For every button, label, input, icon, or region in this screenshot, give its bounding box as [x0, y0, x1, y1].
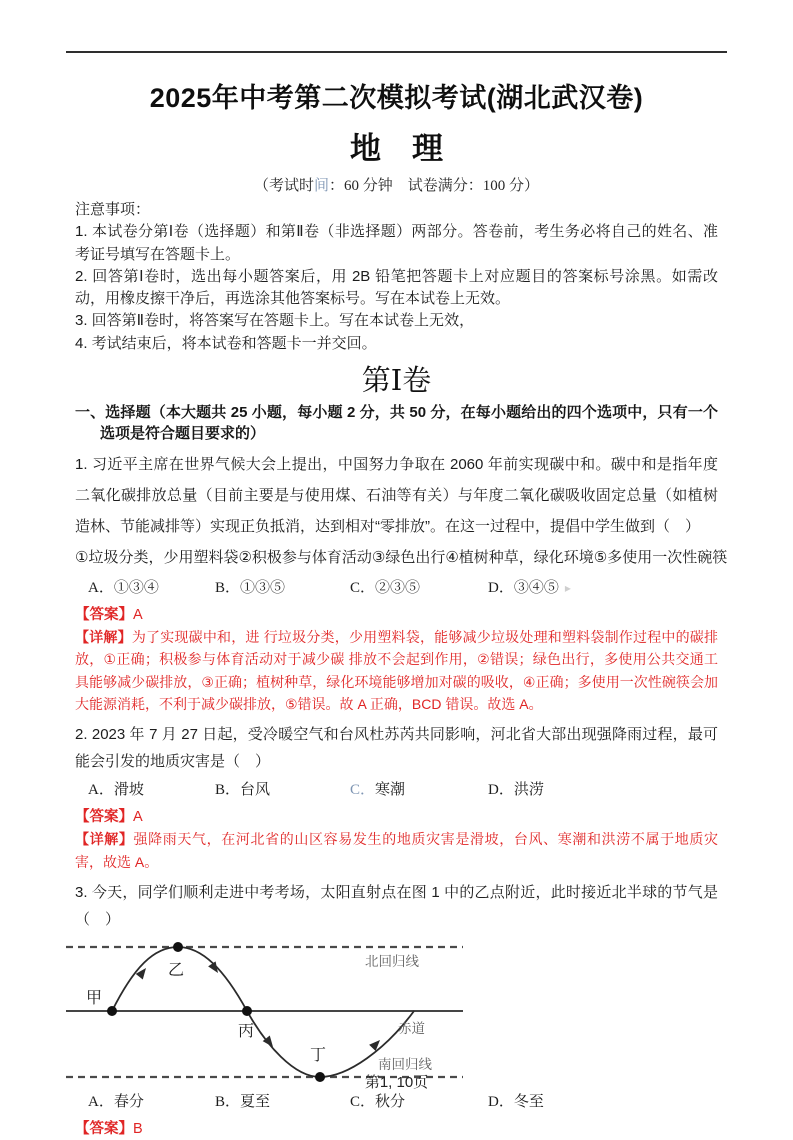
question-2-options: [75, 775, 718, 806]
question-1-option-b: B．①③⑤: [215, 580, 286, 597]
exam-info-highlight: 间: [313, 178, 329, 194]
equator-label: 赤道: [398, 1020, 425, 1036]
point-bing-label: 丙: [238, 1022, 255, 1040]
analysis-text: 强降雨天气，在河北省的山区容易发生的地质灾害是滑坡，台风、寒潮和洪涝不属于地质灾害，故选 A。: [75, 831, 719, 870]
analysis-text: 为了实现碳中和，进 行垃圾分类，少用塑料袋，能够减少垃圾处理和塑料袋制作过程中的碳排放，①正确；积极参与体育活动对于减少碳 排放不会起到作用，②错误；绿色出行，多使用公共交通工具能够减少碳排放，③正确；植树种草，绿化环境能够增加对碳的吸收，④正确；多使用一次性碗筷会加大能源消耗，不利于减少碳排放，⑤错误。故 A 正确，BCD 错误。故选 A。: [75, 629, 718, 712]
question-3-stem: 3. 今天，同学们顺利走进中考考场，太阳直射点在图 1 中的乙点附近，此时接近北半球的节气是（ ）: [75, 883, 718, 928]
question-3-option-c: C．秋分: [350, 1093, 406, 1110]
sun-declination-diagram: [66, 943, 466, 1083]
question-2-option-b: B．台风: [215, 782, 271, 799]
point-jia-label: 甲: [86, 989, 103, 1007]
notices-heading: 注意事项：: [75, 201, 151, 218]
point-jia-dot: [107, 1006, 117, 1016]
question-2-option-c-text: 寒潮: [375, 782, 406, 799]
question-1-option-a: A．①③④: [88, 580, 159, 597]
exam-info-part1: （考试时: [253, 178, 314, 194]
answer-value: B: [133, 1120, 143, 1137]
notice-item-1: 1. 本试卷分第Ⅰ卷（选择题）和第Ⅱ卷（非选择题）两部分。答卷前，考生务必将自己的姓名、准考证号填写在答题卡上。: [75, 223, 718, 263]
section1-intro: 一、选择题（本大题共 25 小题，每小题 2 分，共 50 分，在每小题给出的四个选项中，只有一个选项是符合题目要求的）: [75, 404, 718, 443]
notice-item-3: 3. 回答第Ⅱ卷时，将答案写在答题卡上。写在本试卷上无效，: [75, 312, 475, 330]
question-2-stem: 2. 2023 年 7 月 27 日起，受冷暖空气和台风杜苏芮共同影响，河北省大部出现强降雨过程，最可能会引发的地质灾害是（ ）: [75, 726, 718, 771]
part1-title: 第Ⅰ卷: [361, 365, 432, 398]
tropic-of-capricorn-label: 南回归线: [378, 1056, 432, 1072]
page-footer: 第1, 10页: [364, 1074, 429, 1091]
notice-item-2: 2. 回答第Ⅰ卷时，选出每小题答案后，用 2B 铅笔把答题卡上对应题目的答案标号涂黑。如需改动，用橡皮擦干净后，再选涂其他答案标号。写在本试卷上无效。: [75, 267, 718, 308]
answer-value: A: [133, 607, 143, 624]
exam-title: 2025年中考第二次模拟考试(湖北武汉卷): [149, 83, 644, 113]
question-1-answer: [75, 604, 718, 626]
notices-section: [75, 199, 718, 355]
subject-title: 地 理: [350, 131, 443, 166]
question-1-analysis: [75, 626, 718, 715]
arrowhead-icon: [208, 961, 222, 975]
question-1-numbered-items: ①垃圾分类，少用塑料袋②积极参与体育活动③绿色出行④植树种草，绿化环境⑤多使用一次性碗筷: [75, 549, 728, 567]
question-3-option-b: B．夏至: [215, 1093, 271, 1110]
question-1-option-c: C．②③⑤: [350, 580, 421, 597]
answer-label: 【答案】: [75, 1120, 133, 1137]
answer-value: A: [133, 809, 143, 826]
stray-artifact-mark: ▸: [564, 581, 571, 596]
arrowhead-icon: [136, 965, 150, 979]
analysis-label: 【详解】: [75, 831, 134, 848]
exam-info-line: [75, 174, 718, 195]
question-3-option-d: D．冬至: [488, 1093, 544, 1110]
answer-label: 【答案】: [75, 607, 133, 624]
question-2-option-d: D．洪涝: [488, 782, 544, 799]
question-1-stem: 1. 习近平主席在世界气候大会上提出，中国努力争取在 2060 年前实现碳中和。碳中和是指年度二氧化碳排放总量（目前主要是与使用煤、石油等有关）与年度二氧化碳吸收固定总量（如植树造林、节能减排等）实现正负抵消，达到相对“零排放”。在这一过程中，提倡中学生做到（ ）: [75, 456, 718, 536]
answer-label: 【答案】: [75, 809, 133, 826]
notice-item-4: 4. 考试结束后，将本试卷和答题卡一并交回。: [75, 334, 377, 352]
question-2-analysis: [75, 828, 718, 873]
tropic-of-cancer-label: 北回归线: [365, 953, 419, 969]
question-1-option-d-text: D．③④⑤: [488, 580, 559, 597]
exam-info-part2: ：60 分钟 试卷满分：100 分）: [329, 178, 540, 194]
question-3-options: [75, 1087, 718, 1118]
question-1-option-d: [488, 573, 718, 604]
question-3-option-a: A．春分: [88, 1093, 144, 1110]
question-2-option-c: [350, 775, 488, 806]
point-yi-label: 乙: [168, 961, 185, 979]
question-2-option-c-letter: C．: [350, 782, 376, 799]
question-2-option-a: A．滑坡: [88, 782, 144, 799]
analysis-label: 【详解】: [75, 629, 132, 646]
point-ding-label: 丁: [310, 1046, 327, 1064]
arrowhead-icon: [369, 1037, 383, 1051]
point-bing-dot: [242, 1006, 252, 1016]
page-content: [75, 0, 728, 1140]
point-yi-dot: [173, 942, 183, 952]
question-1-options: [75, 573, 718, 604]
question-3-answer: [75, 1118, 718, 1140]
question-2-answer: [75, 806, 718, 828]
